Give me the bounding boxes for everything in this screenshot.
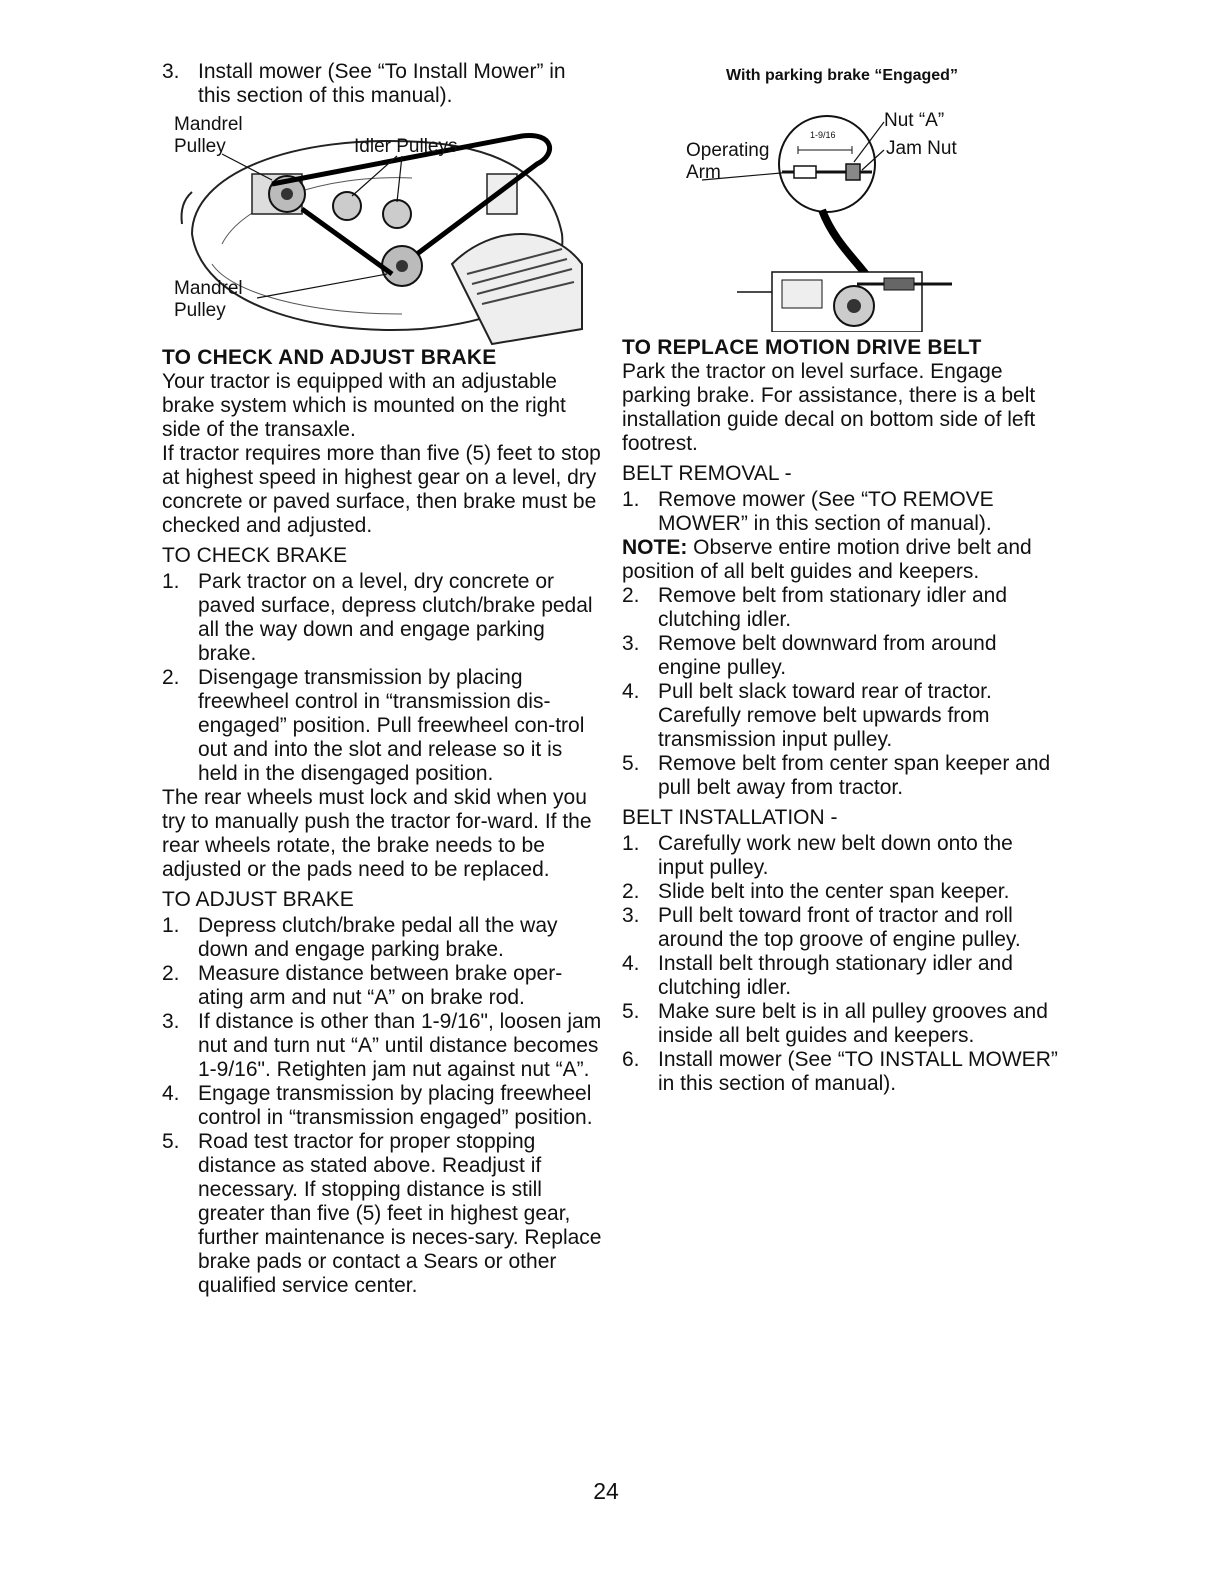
label-mandrel-bottom: Mandrel [174,278,243,299]
list-item [622,488,1062,536]
step-text: Install belt through stationary idler and clutching idler. [658,952,1013,999]
belt-removal-steps [622,584,1062,800]
adjust-brake-title: TO ADJUST BRAKE [162,888,354,911]
step-text: Remove belt from center span keeper and pull belt away from tractor. [658,752,1051,799]
step-text: Park tractor on a level, dry concrete or paved surface, depress clutch/brake pedal all the way down and engage parking brake. [198,570,593,665]
step-text: Engage transmission by placing freewheel control in “transmission engaged” position. [198,1082,593,1129]
belt-heading: TO REPLACE MOTION DRIVE BELT [622,336,982,359]
list-item [622,904,1062,952]
label-jam-nut: Jam Nut [886,138,957,159]
left-column [162,60,602,1298]
brake-rod-illustration [622,92,1062,332]
label-idler-pulleys: Idler Pulleys [354,136,458,157]
step-text: Road test tractor for proper stopping distance as stated above. Readjust if necessary. If stopping distance is still greater than five (5) feet in highest gear, further maintenance is neces-sary. Replace brake pads or contact a Sears or other qualified service center. [198,1130,602,1297]
step-number: 2. [622,880,640,903]
brake-heading: TO CHECK AND ADJUST BRAKE [162,346,497,369]
list-item [162,1082,602,1130]
step-number: 4. [622,680,640,703]
install-mower-step [162,60,602,108]
step-number: 2. [622,584,640,607]
step-text: Measure distance between brake oper-ating arm and nut “A” on brake rod. [198,962,563,1009]
step-number: 2. [162,666,180,689]
step-text: Remove belt downward from around engine pulley. [658,632,997,679]
step-number: 4. [622,952,640,975]
belt-installation-title: BELT INSTALLATION - [622,806,838,829]
page-number: 24 [593,1478,619,1504]
check-brake-paragraph: The rear wheels must lock and skid when you try to manually push the tractor for-ward. If the rear wheels rotate, the brake needs to be adjusted or the pads need to be replaced. [162,786,592,881]
belt-removal-title: BELT REMOVAL - [622,462,792,485]
step-text: Install mower (See “To Install Mower” in this section of this manual). [198,60,566,107]
list-item [622,632,1062,680]
step-number: 1. [162,914,180,937]
list-item [622,752,1062,800]
list-item [622,952,1062,1000]
list-item [622,832,1062,880]
list-item [162,570,602,666]
step-number: 5. [622,1000,640,1023]
note-paragraph [622,536,1062,584]
label-measure: 1-9/16 [810,130,836,140]
list-item [622,680,1062,752]
step-number: 1. [162,570,180,593]
label-nut-a: Nut “A” [884,110,945,131]
right-column [622,60,1062,1096]
brake-rod-figure [622,92,1062,332]
step-number: 3. [622,904,640,927]
step-number: 3. [162,1010,180,1033]
list-item [162,962,602,1010]
step-number: 5. [162,1130,180,1153]
label-operating: Operating [686,140,770,161]
check-brake-steps [162,570,602,786]
step-text: Install mower (See “TO INSTALL MOWER” in this section of manual). [658,1048,1058,1095]
list-item [622,584,1062,632]
list-item [622,1000,1062,1048]
mower-deck-figure [162,114,602,346]
brake-intro-paragraph: Your tractor is equipped with an adjustable brake system which is mounted on the right side of the transaxle. [162,370,566,441]
label-arm: Arm [686,162,721,183]
step-text: Slide belt into the center span keeper. [658,880,1010,903]
step-text: Pull belt toward front of tractor and roll around the top groove of engine pulley. [658,904,1021,951]
step-number: 1. [622,488,640,511]
step-number: 4. [162,1082,180,1105]
step-number: 3. [162,60,180,83]
belt-installation-steps [622,832,1062,1096]
list-item [162,1010,602,1082]
step-text: Pull belt slack toward rear of tractor. Carefully remove belt upwards from transmission input pulley. [658,680,992,751]
belt-intro-paragraph: Park the tractor on level surface. Engage parking brake. For assistance, there is a belt installation guide decal on bottom side of left footrest. [622,360,1036,455]
label-pulley-bottom: Pulley [174,300,226,321]
label-pulley-top: Pulley [174,136,226,157]
step-text: Disengage transmission by placing freewheel control in “transmission dis-engaged” position. Pull freewheel con-trol out and into the slot and release so it is held in the disengaged position. [198,666,585,785]
step-text: Make sure belt is in all pulley grooves and inside all belt guides and keepers. [658,1000,1048,1047]
step-text: If distance is other than 1-9/16", loosen jam nut and turn nut “A” until distance becomes 1-9/16". Retighten jam nut against nut “A”. [198,1010,602,1081]
step-text: Carefully work new belt down onto the input pulley. [658,832,1013,879]
step-number: 1. [622,832,640,855]
step-text: Remove belt from stationary idler and clutching idler. [658,584,1007,631]
adjust-brake-steps [162,914,602,1298]
step-number: 5. [622,752,640,775]
step-number: 2. [162,962,180,985]
list-item [622,880,1062,904]
step-text: Remove mower (See “TO REMOVE MOWER” in this section of manual). [658,488,994,535]
note-label: NOTE: [622,536,688,559]
step-text: Depress clutch/brake pedal all the way down and engage parking brake. [198,914,558,961]
label-mandrel-top: Mandrel [174,114,243,135]
note-text: Observe entire motion drive belt and position of all belt guides and keepers. [622,536,1032,583]
brake-figure-title: With parking brake “Engaged” [726,67,958,84]
list-item [162,1130,602,1298]
check-brake-title: TO CHECK BRAKE [162,544,348,567]
brake-requirement-paragraph: If tractor requires more than five (5) feet to stop at highest speed in highest gear on a level, dry concrete or paved surface, then brake must be checked and adjusted. [162,442,601,537]
list-item [162,666,602,786]
list-item [162,914,602,962]
step-number: 6. [622,1048,640,1071]
list-item [622,1048,1062,1096]
step-number: 3. [622,632,640,655]
